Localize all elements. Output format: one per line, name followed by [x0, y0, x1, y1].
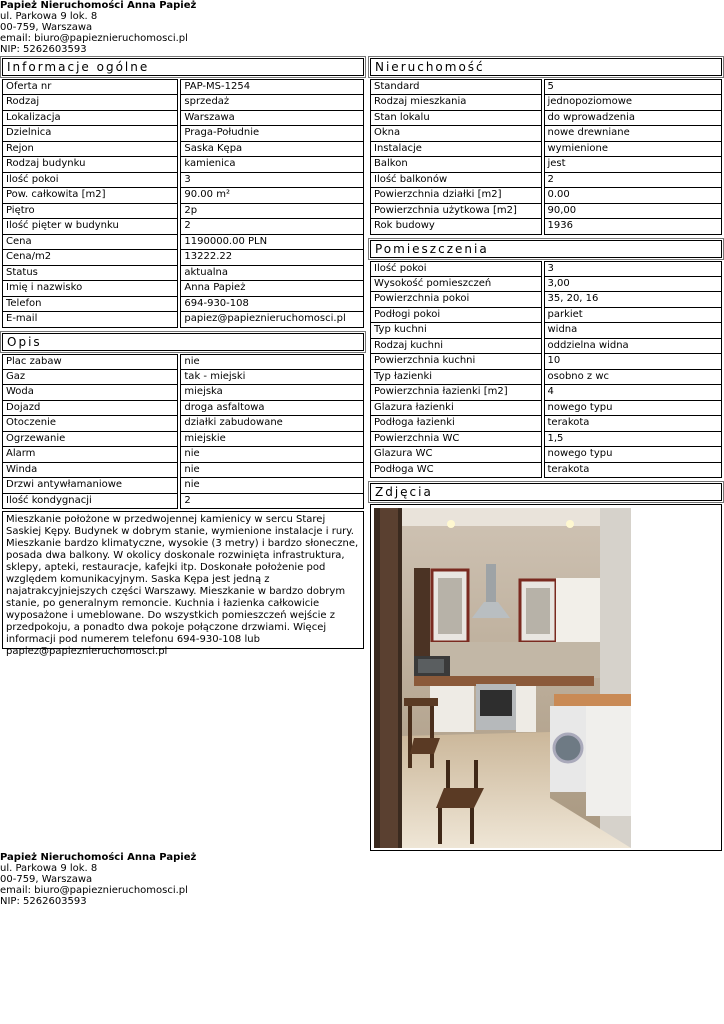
field-label: Podłoga łazienki — [370, 416, 542, 432]
field-value: jest — [544, 157, 723, 173]
field-value: 2 — [180, 494, 364, 510]
table-row — [2, 297, 364, 313]
field-value: 1190000.00 PLN — [180, 235, 364, 251]
table-row — [370, 111, 722, 127]
field-value: nie — [180, 463, 364, 479]
field-value: 10 — [544, 354, 723, 370]
field-label: Rodzaj budynku — [2, 157, 178, 173]
field-value: 3,00 — [544, 277, 723, 293]
photo-frame — [370, 504, 722, 851]
field-value: Saska Kępa — [180, 142, 364, 158]
field-value: 0.00 — [544, 188, 723, 204]
field-value: 2 — [180, 219, 364, 235]
field-value: 90,00 — [544, 204, 723, 220]
field-value: droga asfaltowa — [180, 401, 364, 417]
table-row — [2, 432, 364, 448]
field-label: Rok budowy — [370, 219, 542, 235]
table-row — [370, 447, 722, 463]
table-row — [370, 339, 722, 355]
general-info-table — [0, 79, 366, 328]
table-row — [2, 401, 364, 417]
field-value: 35, 20, 16 — [544, 292, 723, 308]
table-row — [2, 266, 364, 282]
table-row — [2, 478, 364, 494]
table-row — [370, 416, 722, 432]
field-label: Podłogi pokoi — [370, 308, 542, 324]
table-row — [370, 142, 722, 158]
table-row — [2, 447, 364, 463]
field-value: wymienione — [544, 142, 723, 158]
field-label: Ilość balkonów — [370, 173, 542, 189]
field-value: PAP-MS-1254 — [180, 79, 364, 95]
field-value: sprzedaż — [180, 95, 364, 111]
field-label: Cena/m2 — [2, 250, 178, 266]
table-row — [2, 385, 364, 401]
table-row — [370, 188, 722, 204]
table-row — [370, 292, 722, 308]
field-value: papiez@papieznieruchomosci.pl — [180, 312, 364, 328]
field-label: Typ łazienki — [370, 370, 542, 386]
table-row — [2, 494, 364, 510]
field-label: Glazura łazienki — [370, 401, 542, 417]
field-value: miejskie — [180, 432, 364, 448]
field-value: do wprowadzenia — [544, 111, 723, 127]
field-value: 5 — [544, 79, 723, 95]
agency-address-line2: 00-759, Warszawa — [0, 874, 93, 885]
field-label: Powierzchnia pokoi — [370, 292, 542, 308]
table-row — [370, 308, 722, 324]
field-label: Ilość kondygnacji — [2, 494, 178, 510]
section-title-photos: Zdjęcia — [370, 483, 722, 501]
field-label: Ilość pokoi — [370, 261, 542, 277]
field-value: działki zabudowane — [180, 416, 364, 432]
table-row — [2, 95, 364, 111]
field-label: Drzwi antywłamaniowe — [2, 478, 178, 494]
field-label: Wysokość pomieszczeń — [370, 277, 542, 293]
table-row — [2, 126, 364, 142]
field-value: 694-930-108 — [180, 297, 364, 313]
field-label: Stan lokalu — [370, 111, 542, 127]
field-value: widna — [544, 323, 723, 339]
field-value: osobno z wc — [544, 370, 723, 386]
field-value: 3 — [180, 173, 364, 189]
table-row — [370, 463, 722, 479]
table-row — [370, 385, 722, 401]
field-value: tak - miejski — [180, 370, 364, 386]
table-row — [370, 370, 722, 386]
section-title-general: Informacje ogólne — [2, 58, 364, 76]
table-row — [2, 281, 364, 297]
field-label: Cena — [2, 235, 178, 251]
field-value: terakota — [544, 463, 723, 479]
table-row — [370, 323, 722, 339]
field-label: Ilość pokoi — [2, 173, 178, 189]
agency-header-bottom — [0, 852, 196, 907]
field-label: Rejon — [2, 142, 178, 158]
field-label: Balkon — [370, 157, 542, 173]
table-row — [2, 142, 364, 158]
field-label: Imię i nazwisko — [2, 281, 178, 297]
field-value: kamienica — [180, 157, 364, 173]
field-label: Woda — [2, 385, 178, 401]
table-row — [370, 354, 722, 370]
field-label: Standard — [370, 79, 542, 95]
field-value: terakota — [544, 416, 723, 432]
kitchen-photo — [374, 508, 631, 848]
opis-table — [0, 354, 366, 510]
field-value: nie — [180, 447, 364, 463]
table-row — [370, 261, 722, 277]
table-row — [2, 219, 364, 235]
agency-name: Papież Nieruchomości Anna Papież — [0, 852, 197, 863]
field-label: Glazura WC — [370, 447, 542, 463]
field-value: 1,5 — [544, 432, 723, 448]
right-column — [368, 56, 724, 853]
table-row — [2, 312, 364, 328]
section-title-opis: Opis — [2, 333, 364, 351]
agency-header-top — [0, 0, 196, 55]
field-label: Otoczenie — [2, 416, 178, 432]
left-column — [0, 56, 366, 657]
field-value: jednopoziomowe — [544, 95, 723, 111]
field-label: Podłoga WC — [370, 463, 542, 479]
table-row — [370, 79, 722, 95]
section-title-property: Nieruchomość — [370, 58, 722, 76]
table-row — [2, 416, 364, 432]
field-label: Instalacje — [370, 142, 542, 158]
agency-nip: NIP: 5262603593 — [0, 896, 87, 907]
field-label: Dzielnica — [2, 126, 178, 142]
field-label: E-mail — [2, 312, 178, 328]
field-value: nie — [180, 354, 364, 370]
agency-name: Papież Nieruchomości Anna Papież — [0, 0, 197, 11]
field-value: oddzielna widna — [544, 339, 723, 355]
agency-address-line2: 00-759, Warszawa — [0, 22, 93, 33]
field-value: miejska — [180, 385, 364, 401]
table-row — [2, 111, 364, 127]
field-label: Dojazd — [2, 401, 178, 417]
field-value: 90.00 m² — [180, 188, 364, 204]
table-row — [370, 95, 722, 111]
table-row — [370, 204, 722, 220]
table-row — [370, 126, 722, 142]
field-label: Alarm — [2, 447, 178, 463]
field-label: Rodzaj kuchni — [370, 339, 542, 355]
agency-email: email: biuro@papieznieruchomosci.pl — [0, 33, 188, 44]
field-label: Powierzchnia użytkowa [m2] — [370, 204, 542, 220]
field-label: Telefon — [2, 297, 178, 313]
field-label: Plac zabaw — [2, 354, 178, 370]
field-label: Typ kuchni — [370, 323, 542, 339]
field-label: Powierzchnia łazienki [m2] — [370, 385, 542, 401]
field-label: Powierzchnia WC — [370, 432, 542, 448]
field-value: 3 — [544, 261, 723, 277]
field-value: parkiet — [544, 308, 723, 324]
field-label: Gaz — [2, 370, 178, 386]
table-row — [2, 79, 364, 95]
field-label: Winda — [2, 463, 178, 479]
section-title-rooms: Pomieszczenia — [370, 240, 722, 258]
field-value: 1936 — [544, 219, 723, 235]
field-value: 2 — [544, 173, 723, 189]
field-value: Anna Papież — [180, 281, 364, 297]
agency-address-line1: ul. Parkowa 9 lok. 8 — [0, 863, 98, 874]
field-label: Powierzchnia kuchni — [370, 354, 542, 370]
agency-email: email: biuro@papieznieruchomosci.pl — [0, 885, 188, 896]
field-value: nowego typu — [544, 447, 723, 463]
table-row — [370, 432, 722, 448]
field-label: Rodzaj mieszkania — [370, 95, 542, 111]
field-label: Status — [2, 266, 178, 282]
table-row — [2, 354, 364, 370]
field-value: Warszawa — [180, 111, 364, 127]
field-value: nowego typu — [544, 401, 723, 417]
table-row — [370, 401, 722, 417]
table-row — [370, 277, 722, 293]
field-label: Rodzaj — [2, 95, 178, 111]
field-label: Pow. całkowita [m2] — [2, 188, 178, 204]
table-row — [370, 157, 722, 173]
table-row — [370, 219, 722, 235]
table-row — [2, 235, 364, 251]
field-value: aktualna — [180, 266, 364, 282]
table-row — [2, 370, 364, 386]
table-row — [2, 188, 364, 204]
rooms-table — [368, 261, 724, 479]
table-row — [370, 173, 722, 189]
table-row — [2, 463, 364, 479]
field-label: Okna — [370, 126, 542, 142]
property-table — [368, 79, 724, 235]
field-label: Oferta nr — [2, 79, 178, 95]
field-label: Powierzchnia działki [m2] — [370, 188, 542, 204]
field-value: Praga-Południe — [180, 126, 364, 142]
field-label: Piętro — [2, 204, 178, 220]
field-value: 4 — [544, 385, 723, 401]
field-value: nowe drewniane — [544, 126, 723, 142]
table-row — [2, 173, 364, 189]
table-row — [2, 204, 364, 220]
agency-address-line1: ul. Parkowa 9 lok. 8 — [0, 11, 98, 22]
field-value: 2p — [180, 204, 364, 220]
field-value: nie — [180, 478, 364, 494]
table-row — [2, 157, 364, 173]
description-text: Mieszkanie położone w przedwojennej kamienicy w sercu Starej Saskiej Kępy. Budynek w dobrym stanie, wymienione instalacje i rury. Mieszkanie bardzo klimatyczne, wysokie (3 metry) i bardzo słoneczne, posada dwa balkony. W okolicy doskonale rozwinięta infrastruktura, sklepy, apteki, restauracje, kafejki itp. Doskonałe położenie pod względem komunikacyjnym. Saska Kępa jest jedną z najatrakcyjniejszych części Warszawy. Mieszkanie w bardzo dobrym stanie, po generalnym remoncie. Kuchnia i łazienka całkowicie wyposażone i umeblowane. Do wszystkich pomieszczeń wejście z przedpokoju, a ponadto dwa pokoje połączone drzwiami. Więcej informacji pod numerem telefonu 694-930-108 lub papiez@papieznieruchomosci.pl — [2, 511, 364, 649]
field-label: Ilość pięter w budynku — [2, 219, 178, 235]
table-row — [2, 250, 364, 266]
field-label: Ogrzewanie — [2, 432, 178, 448]
agency-nip: NIP: 5262603593 — [0, 44, 87, 55]
field-label: Lokalizacja — [2, 111, 178, 127]
field-value: 13222.22 — [180, 250, 364, 266]
